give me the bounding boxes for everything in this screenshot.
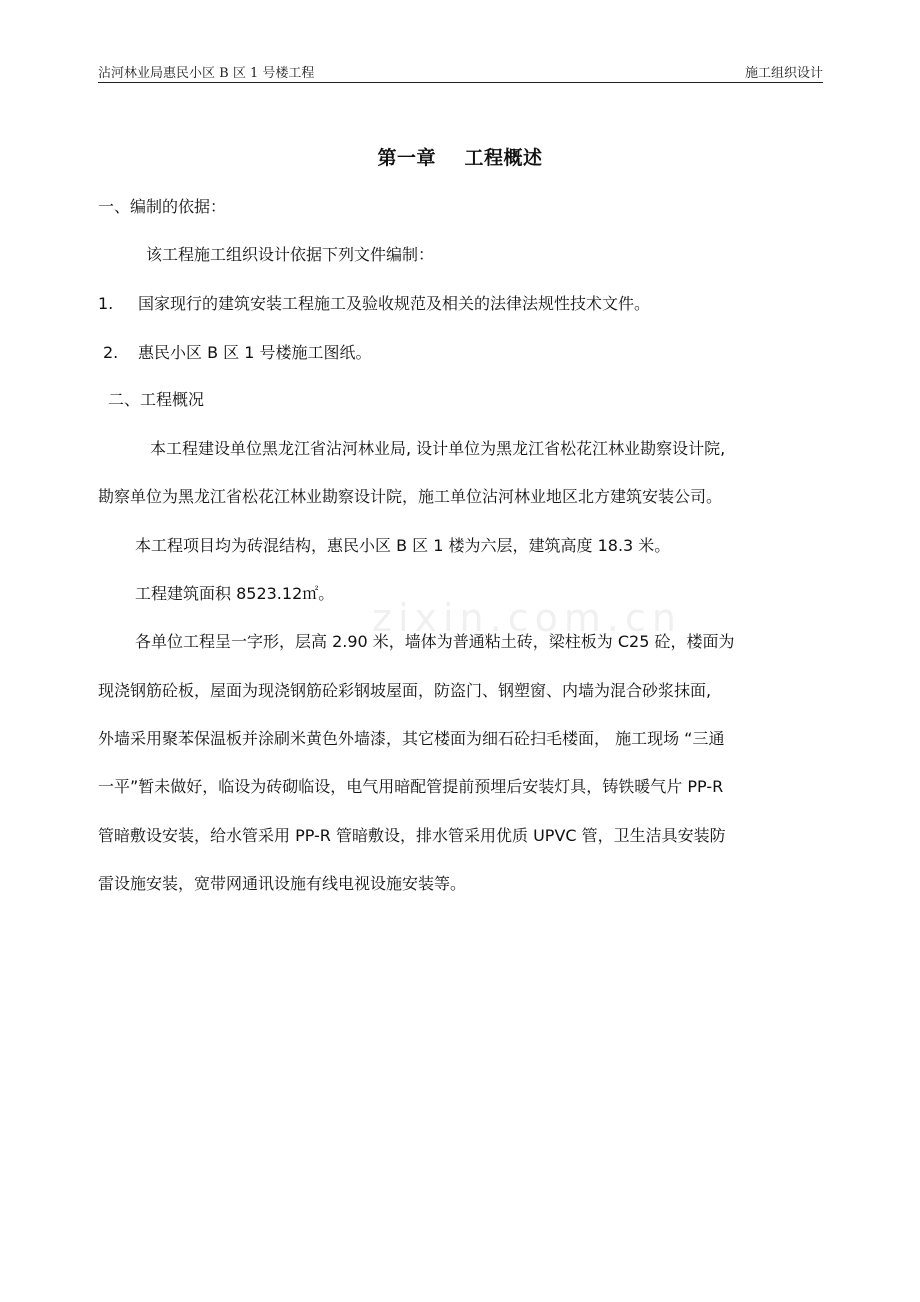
list-item-text: 国家现行的建筑安装工程施工及验收规范及相关的法律法规性技术文件。 xyxy=(138,294,651,313)
overview-line: 各单位工程呈一字形，层高 2.90 米，墙体为普通粘土砖，梁柱板为 C25 砼，楼面为 xyxy=(135,632,735,651)
basis-intro: 该工程施工组织设计依据下列文件编制： xyxy=(146,245,435,264)
header-document-type: 施工组织设计 xyxy=(744,66,823,81)
overview-line: 管暗敷设安装，给水管采用 PP-R 管暗敷设，排水管采用优质 UPVC 管，卫生洁具安装防 xyxy=(98,826,726,845)
overview-line: 工程建筑面积 8523.12㎡。 xyxy=(135,584,335,603)
overview-line: 一平”暂未做好，临设为砖砌临设，电气用暗配管提前预埋后安装灯具，铸铁暖气片 PP-R xyxy=(98,777,724,796)
list-item-number: 1. xyxy=(98,294,114,313)
section-heading-overview: 二、工程概况 xyxy=(108,390,205,409)
watermark: zixin.com.cn xyxy=(372,596,682,640)
header-project-name: 沾河林业局惠民小区 B 区 1 号楼工程 xyxy=(98,66,315,81)
overview-line: 现浇钢筋砼板，屋面为现浇钢筋砼彩钢坡屋面，防盗门、钢塑窗、内墙为混合砂浆抹面, xyxy=(98,681,712,700)
page-header xyxy=(98,66,823,83)
list-item-text: 惠民小区 B 区 1 号楼施工图纸。 xyxy=(138,343,372,362)
overview-line: 外墙采用聚苯保温板并涂刷米黄色外墙漆，其它楼面为细石砼扫毛楼面， 施工现场 “三通 xyxy=(98,729,725,748)
overview-line: 雷设施安装，宽带网通讯设施有线电视设施安装等。 xyxy=(98,874,467,893)
section-heading-basis: 一、编制的依据： xyxy=(98,197,227,216)
overview-line: 本工程项目均为砖混结构，惠民小区 B 区 1 楼为六层，建筑高度 18.3 米。 xyxy=(135,536,671,555)
chapter-title: 第一章 工程概述 xyxy=(377,147,543,169)
overview-line: 勘察单位为黑龙江省松花江林业勘察设计院，施工单位沾河林业地区北方建筑安装公司。 xyxy=(98,487,723,506)
list-item-number: 2. xyxy=(103,343,119,362)
overview-line: 本工程建设单位黑龙江省沾河林业局, 设计单位为黑龙江省松花江林业勘察设计院, xyxy=(150,439,726,458)
